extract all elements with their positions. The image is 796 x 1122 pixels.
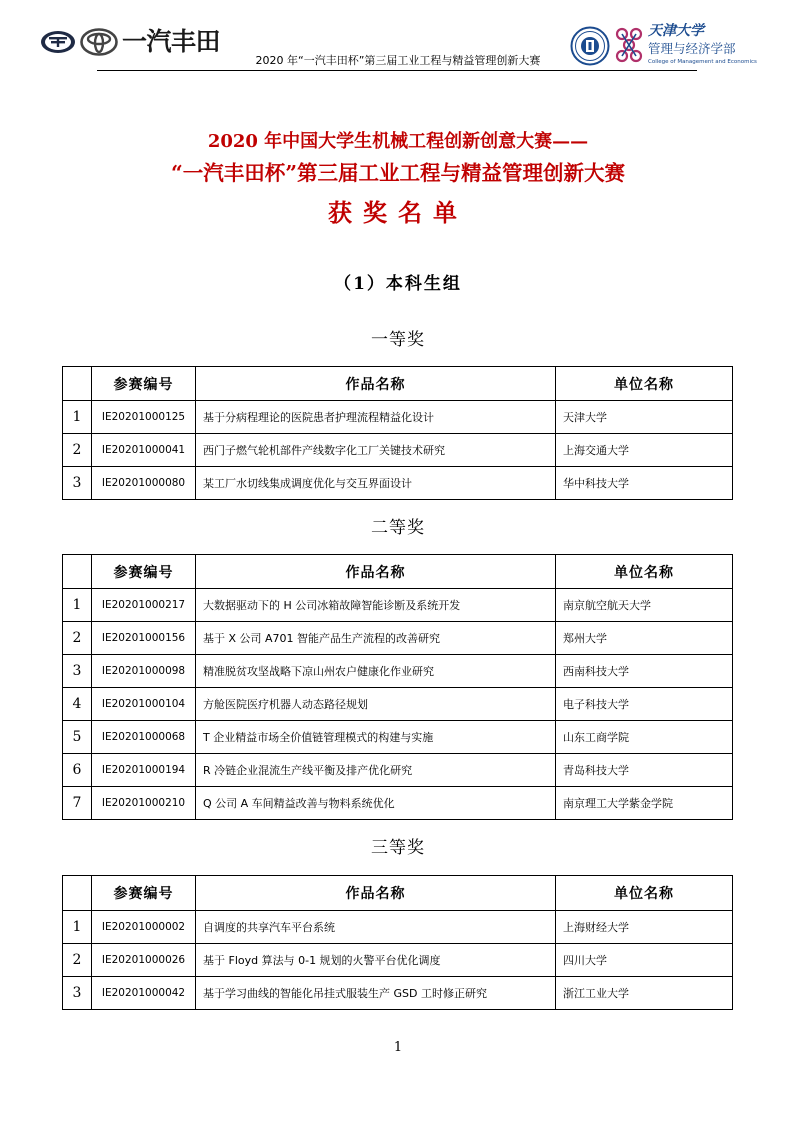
cell-work: R 冷链企业混流生产线平衡及排产优化研究 xyxy=(196,754,556,787)
toyota-emblem-icon xyxy=(80,28,118,56)
cell-work: 方舱医院医疗机器人动态路径规划 xyxy=(196,688,556,721)
table-row xyxy=(63,467,733,500)
cell-rank: 6 xyxy=(63,754,92,787)
cell-rank: 2 xyxy=(63,434,92,467)
table-row xyxy=(63,401,733,434)
department-english-name: College of Management and Economics xyxy=(648,59,757,65)
cell-rank: 3 xyxy=(63,655,92,688)
cell-code: IE20201000041 xyxy=(92,434,196,467)
cell-rank: 4 xyxy=(63,688,92,721)
column-header-work: 作品名称 xyxy=(196,367,556,401)
cell-rank: 1 xyxy=(63,401,92,434)
cell-unit: 山东工商学院 xyxy=(556,721,733,754)
cell-rank: 2 xyxy=(63,944,92,977)
table-row xyxy=(63,434,733,467)
header-caption: 2020 年“一汽丰田杯”第三届工业工程与精益管理创新大赛 xyxy=(255,54,541,67)
cell-code: IE20201000042 xyxy=(92,977,196,1010)
column-header-unit: 单位名称 xyxy=(556,367,733,401)
cell-code: IE20201000068 xyxy=(92,721,196,754)
table-row xyxy=(63,977,733,1010)
award-title-third: 三等奖 xyxy=(371,838,425,858)
cell-work: 基于 Floyd 算法与 0-1 规划的火警平台优化调度 xyxy=(196,944,556,977)
table-row xyxy=(63,944,733,977)
cell-work: 西门子燃气轮机部件产线数字化工厂关键技术研究 xyxy=(196,434,556,467)
header-divider xyxy=(97,70,697,71)
cell-unit: 电子科技大学 xyxy=(556,688,733,721)
cell-work: T 企业精益市场全价值链管理模式的构建与实施 xyxy=(196,721,556,754)
cell-unit: 上海财经大学 xyxy=(556,911,733,944)
faw-emblem-icon xyxy=(40,30,76,54)
cell-code: IE20201000217 xyxy=(92,589,196,622)
cell-rank: 7 xyxy=(63,787,92,820)
cell-code: IE20201000026 xyxy=(92,944,196,977)
cell-code: IE20201000080 xyxy=(92,467,196,500)
brand-name: 一汽丰田 xyxy=(122,27,221,56)
column-header-work: 作品名称 xyxy=(196,555,556,589)
column-header-unit: 单位名称 xyxy=(556,876,733,911)
page-header xyxy=(0,0,796,80)
table-row xyxy=(63,721,733,754)
column-header-code: 参赛编号 xyxy=(92,555,196,589)
table-row xyxy=(63,754,733,787)
cell-work: 大数据驱动下的 H 公司冰箱故障智能诊断及系统开发 xyxy=(196,589,556,622)
cell-rank: 2 xyxy=(63,622,92,655)
page-number: 1 xyxy=(393,1040,403,1055)
department-name: 管理与经济学部 xyxy=(648,41,736,56)
group-title: （1）本科生组 xyxy=(334,274,462,294)
cell-unit: 浙江工业大学 xyxy=(556,977,733,1010)
column-header-unit: 单位名称 xyxy=(556,555,733,589)
cell-unit: 西南科技大学 xyxy=(556,655,733,688)
cell-unit: 南京理工大学紫金学院 xyxy=(556,787,733,820)
column-header-rank xyxy=(63,555,92,589)
cell-work: 基于 X 公司 A701 智能产品生产流程的改善研究 xyxy=(196,622,556,655)
cell-unit: 天津大学 xyxy=(556,401,733,434)
title-line-3: 获奖名单 xyxy=(328,198,468,227)
cell-rank: 1 xyxy=(63,589,92,622)
table-header-row xyxy=(63,367,733,401)
cell-unit: 南京航空航天大学 xyxy=(556,589,733,622)
column-header-code: 参赛编号 xyxy=(92,876,196,911)
cell-rank: 1 xyxy=(63,911,92,944)
cell-unit: 上海交通大学 xyxy=(556,434,733,467)
table-row xyxy=(63,589,733,622)
table-header-row xyxy=(63,876,733,911)
award-title-first: 一等奖 xyxy=(371,330,425,350)
cell-unit: 华中科技大学 xyxy=(556,467,733,500)
column-header-work: 作品名称 xyxy=(196,876,556,911)
cell-code: IE20201000002 xyxy=(92,911,196,944)
table-header-row xyxy=(63,555,733,589)
award-table-first xyxy=(62,366,733,500)
cell-code: IE20201000156 xyxy=(92,622,196,655)
cell-code: IE20201000194 xyxy=(92,754,196,787)
table-row xyxy=(63,787,733,820)
cell-work: 自调度的共享汽车平台系统 xyxy=(196,911,556,944)
school-name: 天津大学 xyxy=(648,23,704,39)
table-row xyxy=(63,655,733,688)
cell-unit: 郑州大学 xyxy=(556,622,733,655)
cell-work: 精准脱贫攻坚战略下凉山州农户健康化作业研究 xyxy=(196,655,556,688)
column-header-code: 参赛编号 xyxy=(92,367,196,401)
cell-code: IE20201000104 xyxy=(92,688,196,721)
title-line-1: 2020 年中国大学生机械工程创新创意大赛—— xyxy=(207,131,589,152)
cell-unit: 青岛科技大学 xyxy=(556,754,733,787)
column-header-rank xyxy=(63,876,92,911)
cell-code: IE20201000098 xyxy=(92,655,196,688)
table-row xyxy=(63,622,733,655)
cell-work: 基于学习曲线的智能化吊挂式服装生产 GSD 工时修正研究 xyxy=(196,977,556,1010)
title-line-2: “一汽丰田杯”第三届工业工程与精益管理创新大赛 xyxy=(170,161,626,185)
cell-code: IE20201000125 xyxy=(92,401,196,434)
award-table-second xyxy=(62,554,733,820)
cell-work: 基于分病程理论的医院患者护理流程精益化设计 xyxy=(196,401,556,434)
cell-rank: 3 xyxy=(63,467,92,500)
table-row xyxy=(63,688,733,721)
cell-unit: 四川大学 xyxy=(556,944,733,977)
table-row xyxy=(63,911,733,944)
cell-work: 某工厂水切线集成调度优化与交互界面设计 xyxy=(196,467,556,500)
award-table-third xyxy=(62,875,733,1010)
column-header-rank xyxy=(63,367,92,401)
cell-code: IE20201000210 xyxy=(92,787,196,820)
cell-rank: 3 xyxy=(63,977,92,1010)
cell-rank: 5 xyxy=(63,721,92,754)
cell-work: Q 公司 A 车间精益改善与物料系统优化 xyxy=(196,787,556,820)
award-title-second: 二等奖 xyxy=(371,518,425,538)
